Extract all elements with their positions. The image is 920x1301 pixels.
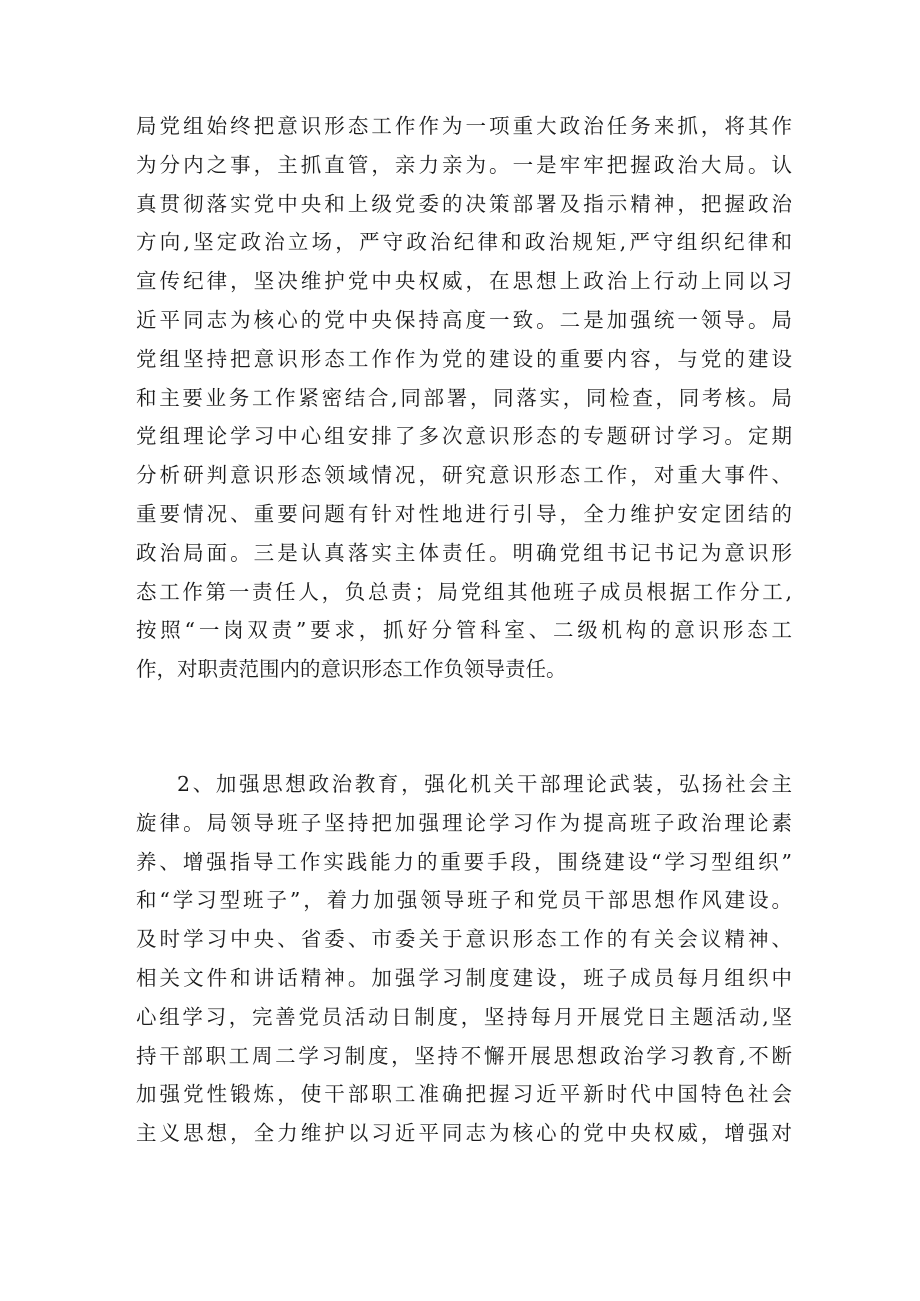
- text-line: 加强党性锻炼，使干部职工准确把握习近平新时代中国特色社会: [136, 1082, 792, 1107]
- text-line: 态工作第一责任人，负总责；局党组其他班子成员根据工作分工,: [136, 579, 792, 604]
- text-line: 心组学习，完善党员活动日制度，坚持每月开展党日主题活动,坚: [136, 1004, 792, 1029]
- text-line: 按照“一岗双责”要求，抓好分管科室、二级机构的意识形态工: [136, 618, 792, 643]
- paragraph-2: [136, 765, 792, 1153]
- paragraph-1: [136, 107, 792, 689]
- text-line: 局党组始终把意识形态工作作为一项重大政治任务来抓，将其作: [136, 114, 792, 138]
- text-line: 2、加强思想政治教育，强化机关干部理论武装，弘扬社会主: [177, 772, 792, 796]
- text-line: 和“学习型班子”，着力加强领导班子和党员干部思想作风建设。: [136, 888, 792, 913]
- text-line: 近平同志为核心的党中央保持高度一致。二是加强统一领导。局: [136, 307, 792, 332]
- text-line: 重要情况、重要问题有针对性地进行引导，全力维护安定团结的: [136, 501, 792, 526]
- text-line: 相关文件和讲话精神。加强学习制度建设，班子成员每月组织中: [136, 965, 792, 990]
- text-line: 持干部职工周二学习制度，坚持不懈开展思想政治学习教育,不断: [136, 1043, 792, 1068]
- text-line: 养、增强指导工作实践能力的重要手段，围绕建设“学习型组织”: [136, 849, 792, 874]
- text-line: 政治局面。三是认真落实主体责任。明确党组书记书记为意识形: [136, 540, 792, 565]
- text-line: 宣传纪律，坚决维护党中央权威，在思想上政治上行动上同以习: [136, 269, 792, 294]
- text-line: 和主要业务工作紧密结合,同部署，同落实，同检查，同考核。局: [136, 385, 792, 410]
- text-line: 真贯彻落实党中央和上级党委的决策部署及指示精神，把握政治: [136, 191, 792, 216]
- text-line: 为分内之事，主抓直管，亲力亲为。一是牢牢把握政治大局。认: [136, 152, 792, 177]
- text-line: 旋律。局领导班子坚持把加强理论学习作为提高班子政治理论素: [136, 810, 792, 835]
- text-line: 分析研判意识形态领域情况，研究意识形态工作，对重大事件、: [136, 463, 792, 488]
- text-line: 方向,坚定政治立场，严守政治纪律和政治规矩,严守组织纪律和: [136, 230, 792, 255]
- text-line: 作，对职责范围内的意识形态工作负领导责任。: [136, 657, 567, 682]
- text-line: 及时学习中央、省委、市委关于意识形态工作的有关会议精神、: [136, 927, 792, 952]
- text-line: 主义思想，全力维护以习近平同志为核心的党中央权威，增强对: [136, 1121, 792, 1146]
- text-line: 党组坚持把意识形态工作作为党的建设的重要内容，与党的建设: [136, 346, 792, 371]
- text-line: 党组理论学习中心组安排了多次意识形态的专题研讨学习。定期: [136, 424, 792, 449]
